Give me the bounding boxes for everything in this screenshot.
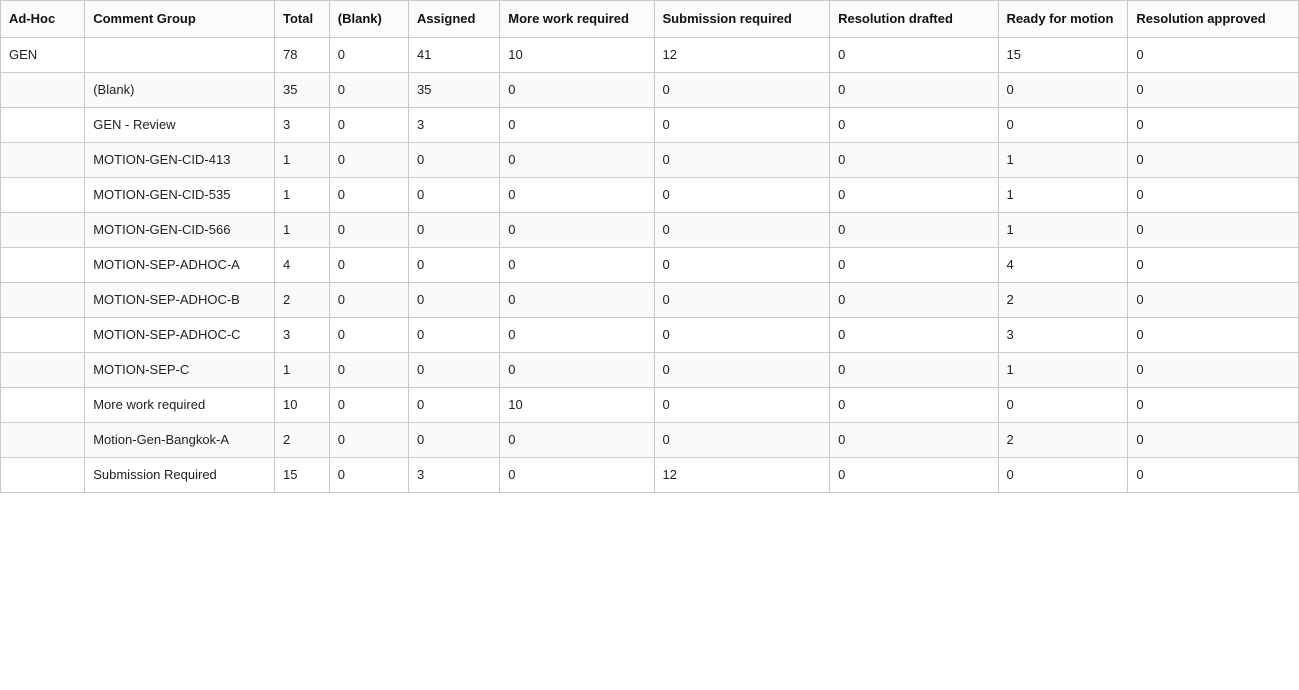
cell-assigned: 0: [408, 212, 499, 247]
cell-assigned: 3: [408, 457, 499, 492]
cell-comment-group: More work required: [85, 387, 275, 422]
cell-adhoc: [1, 247, 85, 282]
table-row: [1, 142, 1299, 177]
table-row: [1, 457, 1299, 492]
cell-adhoc: [1, 457, 85, 492]
cell-adhoc: GEN: [1, 37, 85, 72]
cell-comment-group: MOTION-SEP-C: [85, 352, 275, 387]
table-row: [1, 282, 1299, 317]
column-header-adhoc[interactable]: Ad-Hoc: [1, 1, 85, 38]
cell-adhoc: [1, 387, 85, 422]
cell-ready-for-motion: 2: [998, 422, 1128, 457]
cell-blank: 0: [329, 177, 408, 212]
cell-adhoc: [1, 352, 85, 387]
cell-resolution-approved: 0: [1128, 107, 1299, 142]
cell-blank: 0: [329, 317, 408, 352]
cell-ready-for-motion: 2: [998, 282, 1128, 317]
cell-blank: 0: [329, 457, 408, 492]
table-header: [1, 1, 1299, 38]
table-row: [1, 422, 1299, 457]
cell-resolution-approved: 0: [1128, 387, 1299, 422]
cell-ready-for-motion: 3: [998, 317, 1128, 352]
cell-resolution-drafted: 0: [830, 457, 998, 492]
cell-submission-required: 0: [654, 72, 830, 107]
cell-more-work-required: 0: [500, 422, 654, 457]
cell-adhoc: [1, 317, 85, 352]
cell-total: 3: [274, 107, 329, 142]
table-body: [1, 37, 1299, 492]
cell-more-work-required: 0: [500, 282, 654, 317]
cell-comment-group: MOTION-SEP-ADHOC-C: [85, 317, 275, 352]
cell-adhoc: [1, 282, 85, 317]
cell-more-work-required: 0: [500, 352, 654, 387]
cell-total: 1: [274, 177, 329, 212]
table-row: [1, 107, 1299, 142]
cell-ready-for-motion: 1: [998, 142, 1128, 177]
cell-resolution-approved: 0: [1128, 282, 1299, 317]
cell-resolution-approved: 0: [1128, 247, 1299, 282]
cell-more-work-required: 0: [500, 177, 654, 212]
cell-assigned: 0: [408, 422, 499, 457]
cell-comment-group: MOTION-GEN-CID-413: [85, 142, 275, 177]
column-header-more-work-required[interactable]: More work required: [500, 1, 654, 38]
cell-submission-required: 0: [654, 247, 830, 282]
table-row: [1, 352, 1299, 387]
cell-adhoc: [1, 422, 85, 457]
cell-submission-required: 0: [654, 282, 830, 317]
cell-submission-required: 0: [654, 177, 830, 212]
cell-submission-required: 0: [654, 142, 830, 177]
cell-resolution-approved: 0: [1128, 72, 1299, 107]
cell-blank: 0: [329, 37, 408, 72]
cell-ready-for-motion: 0: [998, 72, 1128, 107]
cell-resolution-drafted: 0: [830, 72, 998, 107]
cell-ready-for-motion: 1: [998, 352, 1128, 387]
cell-submission-required: 0: [654, 107, 830, 142]
cell-blank: 0: [329, 142, 408, 177]
cell-total: 78: [274, 37, 329, 72]
cell-ready-for-motion: 0: [998, 387, 1128, 422]
cell-assigned: 3: [408, 107, 499, 142]
cell-adhoc: [1, 212, 85, 247]
cell-adhoc: [1, 107, 85, 142]
cell-submission-required: 12: [654, 37, 830, 72]
cell-assigned: 0: [408, 142, 499, 177]
table-row: [1, 212, 1299, 247]
cell-total: 1: [274, 142, 329, 177]
cell-assigned: 0: [408, 317, 499, 352]
table-row: [1, 247, 1299, 282]
cell-ready-for-motion: 15: [998, 37, 1128, 72]
cell-resolution-approved: 0: [1128, 352, 1299, 387]
cell-resolution-approved: 0: [1128, 317, 1299, 352]
cell-resolution-drafted: 0: [830, 387, 998, 422]
table-header-row: [1, 1, 1299, 38]
cell-comment-group: MOTION-GEN-CID-535: [85, 177, 275, 212]
cell-submission-required: 0: [654, 422, 830, 457]
cell-more-work-required: 10: [500, 37, 654, 72]
cell-ready-for-motion: 0: [998, 107, 1128, 142]
cell-resolution-drafted: 0: [830, 352, 998, 387]
column-header-assigned[interactable]: Assigned: [408, 1, 499, 38]
cell-comment-group: MOTION-GEN-CID-566: [85, 212, 275, 247]
cell-blank: 0: [329, 212, 408, 247]
cell-adhoc: [1, 177, 85, 212]
cell-resolution-drafted: 0: [830, 37, 998, 72]
cell-total: 1: [274, 352, 329, 387]
cell-total: 4: [274, 247, 329, 282]
cell-resolution-drafted: 0: [830, 212, 998, 247]
cell-total: 15: [274, 457, 329, 492]
cell-resolution-approved: 0: [1128, 422, 1299, 457]
cell-total: 3: [274, 317, 329, 352]
cell-total: 1: [274, 212, 329, 247]
cell-ready-for-motion: 0: [998, 457, 1128, 492]
cell-assigned: 0: [408, 352, 499, 387]
table-row: [1, 387, 1299, 422]
cell-blank: 0: [329, 352, 408, 387]
cell-more-work-required: 10: [500, 387, 654, 422]
cell-more-work-required: 0: [500, 317, 654, 352]
cell-blank: 0: [329, 422, 408, 457]
cell-blank: 0: [329, 72, 408, 107]
cell-resolution-approved: 0: [1128, 177, 1299, 212]
cell-blank: 0: [329, 282, 408, 317]
cell-adhoc: [1, 72, 85, 107]
cell-comment-group: MOTION-SEP-ADHOC-B: [85, 282, 275, 317]
cell-resolution-approved: 0: [1128, 37, 1299, 72]
table-row: [1, 177, 1299, 212]
column-header-resolution-approved[interactable]: Resolution approved: [1128, 1, 1299, 38]
cell-assigned: 0: [408, 247, 499, 282]
cell-total: 35: [274, 72, 329, 107]
table-row: [1, 317, 1299, 352]
column-header-total[interactable]: Total: [274, 1, 329, 38]
cell-ready-for-motion: 1: [998, 212, 1128, 247]
cell-resolution-drafted: 0: [830, 142, 998, 177]
column-header-resolution-drafted[interactable]: Resolution drafted: [830, 1, 998, 38]
cell-blank: 0: [329, 247, 408, 282]
cell-assigned: 0: [408, 177, 499, 212]
cell-more-work-required: 0: [500, 72, 654, 107]
cell-submission-required: 0: [654, 352, 830, 387]
cell-more-work-required: 0: [500, 457, 654, 492]
column-header-comment-group[interactable]: Comment Group: [85, 1, 275, 38]
column-header-submission-required[interactable]: Submission required: [654, 1, 830, 38]
cell-resolution-drafted: 0: [830, 422, 998, 457]
cell-resolution-drafted: 0: [830, 107, 998, 142]
cell-resolution-approved: 0: [1128, 212, 1299, 247]
cell-assigned: 41: [408, 37, 499, 72]
cell-assigned: 0: [408, 387, 499, 422]
table-row: [1, 72, 1299, 107]
cell-total: 2: [274, 282, 329, 317]
cell-more-work-required: 0: [500, 247, 654, 282]
cell-resolution-drafted: 0: [830, 282, 998, 317]
cell-more-work-required: 0: [500, 142, 654, 177]
cell-more-work-required: 0: [500, 212, 654, 247]
cell-ready-for-motion: 4: [998, 247, 1128, 282]
cell-resolution-drafted: 0: [830, 177, 998, 212]
cell-assigned: 0: [408, 282, 499, 317]
cell-blank: 0: [329, 387, 408, 422]
cell-comment-group: MOTION-SEP-ADHOC-A: [85, 247, 275, 282]
column-header-ready-for-motion[interactable]: Ready for motion: [998, 1, 1128, 38]
column-header-blank[interactable]: (Blank): [329, 1, 408, 38]
cell-comment-group: Motion-Gen-Bangkok-A: [85, 422, 275, 457]
cell-comment-group: (Blank): [85, 72, 275, 107]
cell-comment-group: GEN - Review: [85, 107, 275, 142]
cell-resolution-drafted: 0: [830, 317, 998, 352]
cell-submission-required: 0: [654, 212, 830, 247]
cell-blank: 0: [329, 107, 408, 142]
cell-total: 2: [274, 422, 329, 457]
cell-submission-required: 12: [654, 457, 830, 492]
cell-total: 10: [274, 387, 329, 422]
cell-submission-required: 0: [654, 317, 830, 352]
cell-assigned: 35: [408, 72, 499, 107]
cell-ready-for-motion: 1: [998, 177, 1128, 212]
cell-comment-group: Submission Required: [85, 457, 275, 492]
cell-submission-required: 0: [654, 387, 830, 422]
cell-more-work-required: 0: [500, 107, 654, 142]
cell-comment-group: [85, 37, 275, 72]
cell-resolution-approved: 0: [1128, 142, 1299, 177]
cell-adhoc: [1, 142, 85, 177]
cell-resolution-approved: 0: [1128, 457, 1299, 492]
cell-resolution-drafted: 0: [830, 247, 998, 282]
table-row: [1, 37, 1299, 72]
